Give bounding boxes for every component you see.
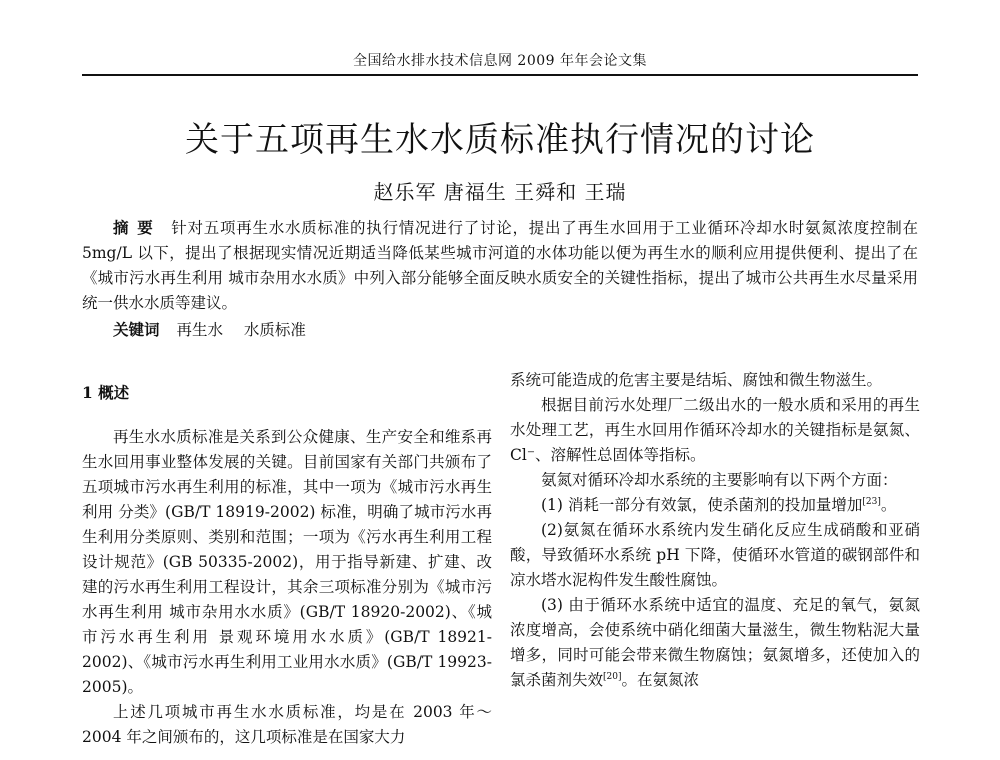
- keywords-label: 关键词: [113, 320, 160, 339]
- body-paragraph: 氨氮对循环冷却水系统的主要影响有以下两个方面：: [541, 471, 898, 489]
- keyword: 再生水: [176, 321, 223, 339]
- citation: [23]: [862, 496, 881, 507]
- header-rule: [82, 74, 918, 76]
- abstract-text: 针对五项再生水水质标准的执行情况进行了讨论，提出了再生水回用于工业循环冷却水时氨氮浓度控制在 5mg/L 以下，提出了根据现实情况近期适当降低某些城市河道的水体功能以便为再生水的顺利应用提供便利、提出了在《城市污水再生利用 城市杂用水水质》中列入部分能够全面反映水质安全的关键性指标，提出了城市公共再生水尽量采用统一供水水质等建议。: [82, 219, 918, 312]
- abstract-label: 摘要: [113, 218, 162, 237]
- running-header: 全国给水排水技术信息网 2009 年年会论文集: [352, 53, 648, 69]
- paper-title: 关于五项再生水水质标准执行情况的讨论: [185, 120, 815, 160]
- body-paragraph: 系统可能造成的危害主要是结垢、腐蚀和微生物滋生。: [510, 371, 883, 389]
- list-item: (2)氨氮在循环水系统内发生硝化反应生成硝酸和亚硝酸，导致循环水系统 pH 下降，使循环水管道的碳钢部件和凉水塔水泥构件发生酸性腐蚀。: [510, 521, 920, 589]
- authors: 赵乐军 唐福生 王舜和 王瑞: [373, 180, 627, 204]
- citation: [20]: [603, 671, 622, 682]
- body-paragraph: 再生水水质标准是关系到公众健康、生产安全和维系再生水回用事业整体发展的关键。目前国家有关部门共颁布了五项城市污水再生利用的标准，其中一项为《城市污水再生利用 分类》(GB/T 18919-2002) 标准，明确了城市污水再生利用分类原则、类别和范围；一项为《污水再生利用工程设计规范》(GB 50335-2002)，用于指导新建、扩建、改建的污水再生利用工程设计，其余三项标准分别为《城市污水再生利用 城市杂用水水质》(GB/T 18920-2002)、《城市污水再生利用 景观环境用水水质》(GB/T 18921-2002)、《城市污水再生利用工业用水水质》(GB/T 19923-2005)。: [82, 428, 492, 696]
- left-column: [82, 380, 492, 750]
- section-heading: 1 概述: [82, 383, 130, 402]
- right-column: [510, 368, 920, 693]
- body-paragraph: 上述几项城市再生水水质标准，均是在 2003 年～2004 年之间颁布的，这几项标准是在国家大力: [82, 703, 492, 746]
- keyword: 水质标准: [243, 321, 306, 339]
- body-paragraph: 根据目前污水处理厂二级出水的一般水质和采用的再生水处理工艺，再生水回用作循环冷却水的关键指标是氨氮、Cl⁻、溶解性总固体等指标。: [510, 396, 920, 464]
- list-item: (1) 消耗一部分有效氯，使杀菌剂的投加量增加[23]。: [541, 496, 897, 514]
- list-item: (3) 由于循环水系统中适宜的温度、充足的氧气，氨氮浓度增高，会使系统中硝化细菌大量滋生，微生物粘泥大量增多，同时可能会带来微生物腐蚀；氨氮增多，还使加入的氯杀菌剂失效[20]。在氨氮浓: [510, 596, 920, 689]
- abstract: [82, 215, 918, 316]
- keywords: [82, 318, 918, 340]
